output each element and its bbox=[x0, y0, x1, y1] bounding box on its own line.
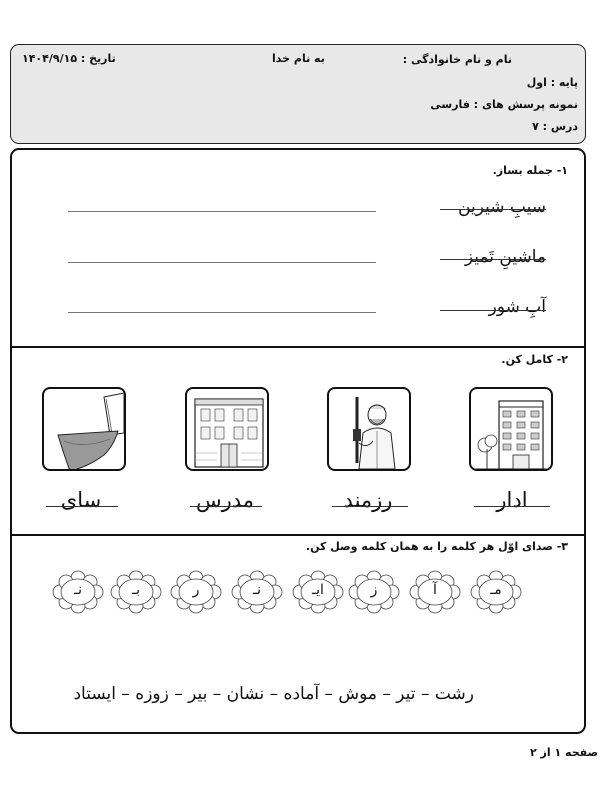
grade-label: پایه : اول bbox=[526, 76, 578, 89]
trace-line bbox=[440, 310, 546, 311]
trace-line bbox=[46, 506, 118, 507]
subject-label: نمونه پرسش های : فارسی bbox=[430, 98, 578, 111]
letter-label: آ bbox=[433, 582, 437, 598]
letter-flower[interactable] bbox=[170, 570, 222, 614]
complete-word-1: ادار bbox=[496, 488, 528, 512]
section-divider bbox=[12, 346, 584, 348]
page-title: به نام خدا bbox=[272, 52, 325, 65]
section-divider bbox=[12, 534, 584, 536]
date-label: تاریخ : ۱۴۰۴/۹/۱۵ bbox=[22, 52, 116, 65]
word-list: رشت – تیر – موش – آماده – نشان – بیر – زوزه – ایستاد bbox=[73, 684, 474, 704]
trace-line bbox=[190, 506, 262, 507]
letter-flower[interactable] bbox=[231, 570, 283, 614]
writing-line[interactable] bbox=[68, 312, 376, 313]
complete-word-3: مدرس bbox=[195, 488, 255, 512]
phrase-3: آبِ شور bbox=[488, 297, 546, 317]
phrase-2: ماشینِ تَمیز bbox=[464, 247, 546, 267]
soldier-icon bbox=[327, 387, 411, 471]
letter-label: ایـ bbox=[312, 582, 324, 598]
letter-flower[interactable] bbox=[292, 570, 344, 614]
letter-label: نـ bbox=[253, 582, 261, 598]
q1-title: ۱- جمله بساز. bbox=[492, 164, 568, 177]
letter-label: ر bbox=[192, 582, 200, 598]
trace-line bbox=[332, 506, 408, 507]
q2-title: ۲- کامل کن. bbox=[501, 353, 568, 366]
writing-line[interactable] bbox=[68, 211, 376, 212]
name-label: نام و نام خانوادگی : bbox=[402, 53, 512, 66]
trace-line bbox=[440, 259, 546, 260]
school-icon bbox=[185, 387, 269, 471]
letter-flower[interactable] bbox=[470, 570, 522, 614]
complete-word-4: سای bbox=[60, 488, 102, 512]
letter-label: نـ bbox=[74, 582, 82, 598]
q3-title: ۳- صدای اوّل هر کلمه را به همان کلمه وصل کن. bbox=[305, 540, 568, 553]
letter-label: بـ bbox=[132, 582, 140, 598]
letter-label: ز bbox=[370, 582, 378, 598]
letter-flower[interactable] bbox=[52, 570, 104, 614]
trace-line bbox=[440, 209, 546, 210]
letter-flower[interactable] bbox=[409, 570, 461, 614]
complete-word-2: رزمند bbox=[343, 488, 393, 512]
building-icon bbox=[469, 387, 553, 471]
page-number: صفحه ۱ از ۲ bbox=[530, 746, 599, 759]
trace-line bbox=[474, 506, 550, 507]
phrase-1: سیبِ شیرین bbox=[458, 197, 546, 217]
letter-label: مـ bbox=[490, 582, 502, 598]
letter-flower[interactable] bbox=[348, 570, 400, 614]
letter-flower[interactable] bbox=[110, 570, 162, 614]
writing-line[interactable] bbox=[68, 262, 376, 263]
shadow-icon bbox=[42, 387, 126, 471]
lesson-label: درس : ۷ bbox=[532, 120, 578, 133]
